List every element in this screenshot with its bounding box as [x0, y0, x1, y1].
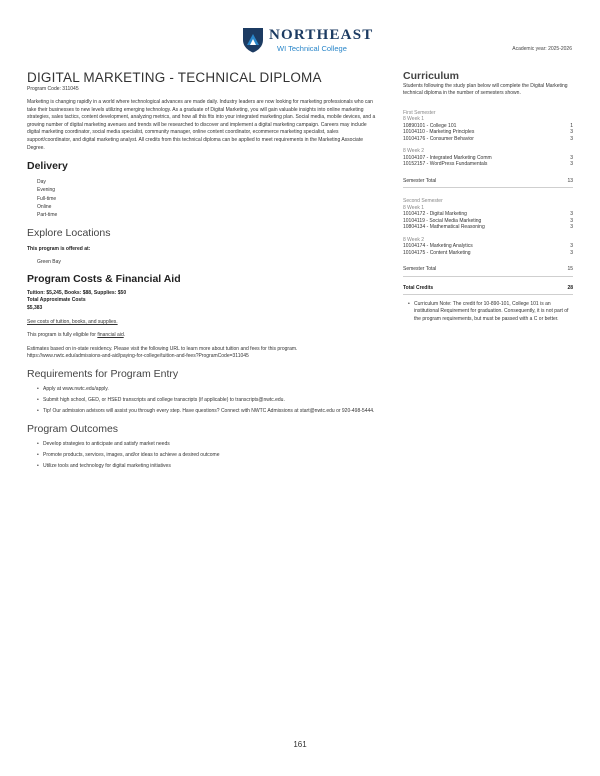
aid-prefix: This program is fully eligible for: [27, 331, 98, 338]
course-credits: 3: [570, 135, 573, 142]
list-item: • Develop strategies to anticipate and satisfy market needs: [37, 441, 379, 448]
logo-subtitle: WI Technical College: [277, 44, 347, 53]
delivery-list: [37, 178, 379, 219]
course-row: [403, 224, 573, 231]
locations-heading: Explore Locations: [27, 227, 111, 240]
list-item: Day: [37, 179, 46, 186]
block-label: 8 Week 1: [403, 116, 425, 123]
curriculum-column: [403, 70, 573, 323]
logo-name: NORTHEAST: [269, 27, 374, 43]
program-title: DIGITAL MARKETING - TECHNICAL DIPLOMA: [27, 70, 322, 85]
list-item: Evening: [37, 187, 56, 194]
page-header: [0, 26, 600, 56]
divider: [403, 187, 573, 188]
semester-name: Second Semester: [403, 198, 443, 205]
estimates-text: Estimates based on in-state residency. Please visit the following URL to learn more about tuition and fees for this program.: [27, 345, 298, 352]
course-name: 10152157 - WordPress Fundamentals: [403, 161, 488, 168]
curriculum-note-list: [408, 301, 573, 323]
locations-note: This program is offered at:: [27, 246, 91, 253]
requirements-heading: Requirements for Program Entry: [27, 368, 179, 381]
list-item: • Tip! Our admission advisors will assist you through every step. Have questions? Connect with NWTC Admissions at start@nwtc.edu or 920-498-5444.: [37, 408, 379, 415]
semester-total-value: 15: [567, 266, 573, 273]
course-credits: 3: [570, 129, 573, 136]
total-costs-value: $5,383: [27, 304, 43, 311]
list-item: Part-time: [37, 211, 58, 218]
course-row: [403, 250, 573, 257]
course-credits: 3: [570, 217, 573, 224]
requirements-list: [37, 386, 379, 415]
semester-name: First Semester: [403, 109, 436, 116]
program-description: Marketing is changing rapidly in a world where technological advances are made daily. Industry leaders are now looking for marketing professionals who can take their businesses to new levels utilizing emerging technology. As a graduate of Digital Marketing, you will gain valuable insights into online marketing strategies, sales tactics, content development, analyzing metrics, and how all this fits into your integrated marketing plan. Social media, mobile devices, and a growing number of digital marketing avenues and trends will be researched to discover and implement a digital marketing campaign. Careers may include digital marketing coordinator, social media specialist, community manager, online content coordinator, ecommerce marketing specialist, sales support/coordinator, and digital marketing analyst. All credits from this technical diploma can be applied to meet requirements in the Marketing Associate Degree.: [27, 99, 376, 151]
divider: [403, 294, 573, 295]
academic-year: Academic year: 2025-2026: [512, 46, 572, 52]
list-item: • Apply at www.nwtc.edu/apply.: [37, 386, 379, 393]
costs-link[interactable]: See costs of tuition, books, and supplies.: [27, 318, 118, 325]
course-name: 10890101 - College 101: [403, 122, 457, 129]
course-name: 10104174 - Marketing Analytics: [403, 243, 473, 250]
block-label: 8 Week 2: [403, 236, 425, 243]
outcomes-list: [37, 441, 379, 470]
costs-heading: Program Costs & Financial Aid: [27, 273, 181, 286]
semester-block: [403, 198, 573, 277]
shield-logo-icon: [241, 27, 265, 53]
list-item: • Utilize tools and technology for digital marketing initiatives: [37, 463, 379, 470]
course-name: 10104107 - Integrated Marketing Comm: [403, 154, 492, 161]
financial-aid-link[interactable]: financial aid: [97, 331, 124, 338]
delivery-heading: Delivery: [27, 160, 68, 173]
course-row: [403, 161, 573, 168]
course-name: 10104176 - Consumer Behavior: [403, 135, 474, 142]
course-name: 10104119 - Social Media Marketing: [403, 217, 482, 224]
location-item: Green Bay: [37, 259, 61, 266]
block-label: 8 Week 1: [403, 204, 425, 211]
left-column: [27, 70, 379, 473]
curriculum-intro: Students following the study plan below will complete the Digital Marketing technical diploma in the number of semesters shown.: [403, 83, 568, 97]
college-logo[interactable]: [241, 26, 374, 54]
list-item: • Promote products, services, images, and/or ideas to achieve a desired outcome: [37, 452, 379, 459]
course-credits: 3: [570, 243, 573, 250]
course-name: 10104175 - Content Marketing: [403, 249, 471, 256]
program-code: Program Code: 311045: [27, 86, 79, 92]
page-number: 161: [293, 740, 307, 749]
list-item: Full-time: [37, 195, 57, 202]
course-name: 10804134 - Mathematical Reasoning: [403, 224, 485, 231]
semester-block: [403, 110, 573, 189]
course-credits: 1: [570, 122, 573, 129]
curriculum-note: • Curriculum Note: The credit for 10-890-101, College 101 is an institutional Requirement for graduation. Consequently, it is not part of the program requirements, but must be passed with a C or better.: [408, 301, 573, 323]
semester-total-row: [403, 266, 573, 273]
semester-total-label: Semester Total: [403, 177, 437, 184]
course-name: 10104172 - Digital Marketing: [403, 211, 467, 218]
semester-total-row: [403, 178, 573, 185]
aid-suffix: .: [123, 331, 126, 338]
course-credits: 3: [570, 211, 573, 218]
financial-aid-note: [27, 332, 379, 339]
semester-total-value: 13: [567, 177, 573, 184]
divider: [403, 276, 573, 277]
tuition-line: Tuition: $5,245, Books: $88, Supplies: $50: [27, 290, 127, 297]
block-label: 8 Week 2: [403, 148, 425, 155]
total-credits-value: 28: [567, 284, 573, 291]
costs-summary: [27, 290, 379, 312]
outcomes-heading: Program Outcomes: [27, 422, 119, 435]
tuition-url[interactable]: https://www.nwtc.edu/admissions-and-aid/paying-for-college/tuition-and-fees?ProgramCode=311045: [27, 353, 249, 360]
curriculum-heading: Curriculum: [403, 70, 460, 82]
course-credits: 3: [570, 249, 573, 256]
list-item: • Submit high school, GED, or HSED transcripts and college transcripts (if applicable) to transcripts@nwtc.edu.: [37, 397, 379, 404]
course-credits: 3: [570, 161, 573, 168]
list-item: Online: [37, 203, 52, 210]
total-costs-label: Total Approximate Costs: [27, 297, 86, 304]
total-credits-row: [403, 285, 573, 291]
course-row: [403, 136, 573, 143]
course-credits: 3: [570, 154, 573, 161]
semester-total-label: Semester Total: [403, 266, 437, 273]
estimates-note: [27, 346, 379, 360]
total-credits-label: Total Credits: [403, 284, 434, 291]
course-credits: 3: [570, 224, 573, 231]
course-name: 10104110 - Marketing Principles: [403, 129, 475, 136]
